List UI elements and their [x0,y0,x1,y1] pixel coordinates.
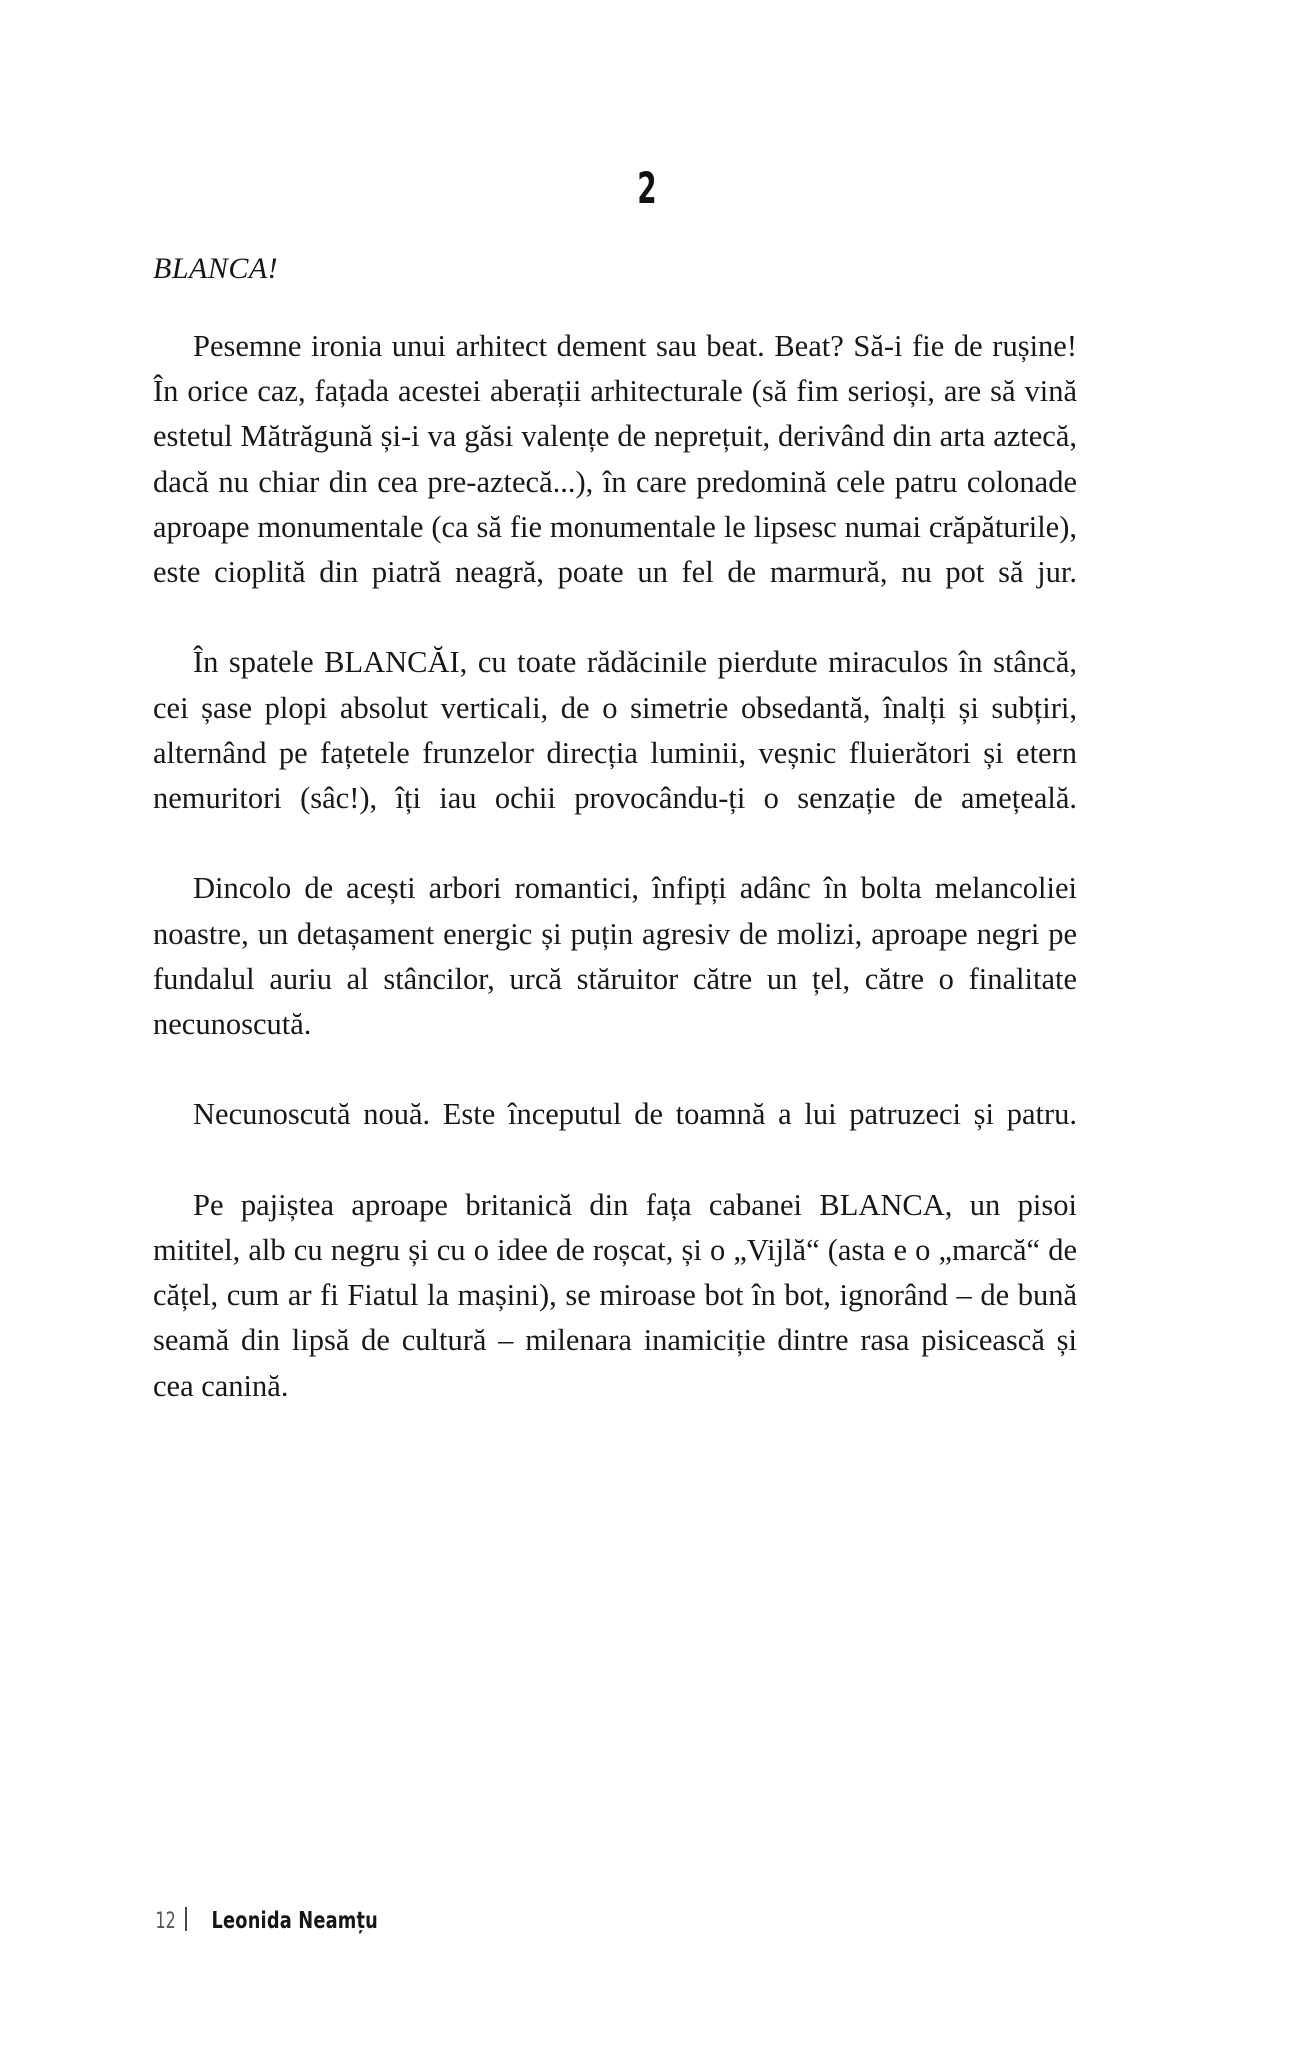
body-paragraph: Dincolo de acești arbori romantici, înfipți adânc în bolta melancoliei noastre, un detașament energic și puțin agresiv de molizi, aproape negri pe fundalul auriu al stâncilor, urcă stăruitor către un țel, către o finalitate necunoscută. [153,871,1077,1042]
page-footer [153,1904,392,1934]
text-column [153,252,1077,1409]
body-paragraph: În spatele BLANCĂI, cu toate rădăcinile pierdute miraculos în stâncă, cei șase plopi absolut verticali, de o simetrie obsedantă, înalți și subțiri, alternând pe fațetele frunzelor direcția luminii, veșnic fluierători și etern nemuritori (sâc!), îți iau ochii provocându-ți o senzație de amețeală. [153,645,1077,816]
body-paragraph: Pe pajiștea aproape britanică din fața cabanei BLANCA, un pisoi mititel, alb cu negru și cu o idee de roșcat, și o „Vijlă“ (asta e o „marcă“ de cățel, cum ar fi Fiatul la mașini), se miroase bot în bot, ignorând – de bună seamă din lipsă de cultură – milenara inamiciție dintre rasa pisicească și cea canină. [153,1187,1077,1403]
footer-separator-rule [185,1907,187,1931]
section-title: BLANCA! [153,252,279,285]
chapter-number: 2 [637,164,657,214]
footer-page-number: 12 [155,1909,176,1934]
body-paragraph: Necunoscută nouă. Este începutul de toamnă a lui patruzeci și patru. [193,1097,1077,1132]
footer-author-name: Leonida Neamțu [211,1908,379,1934]
body-paragraph: Pesemne ironia unui arhitect dement sau beat. Beat? Să-i fie de rușine! În orice caz, fațada acestei aberații arhitecturale (să fim serioși, are să vină estetul Mătrăgună și-i va găsi valențe de neprețuit, derivând din arta aztecă, dacă nu chiar din cea pre-aztecă...), în care predomină cele patru colonade aproape monumentale (ca să fie monumentale le lipsesc numai crăpăturile), este cioplită din piatră neagră, poate un fel de marmură, nu pot să jur. [153,329,1077,590]
